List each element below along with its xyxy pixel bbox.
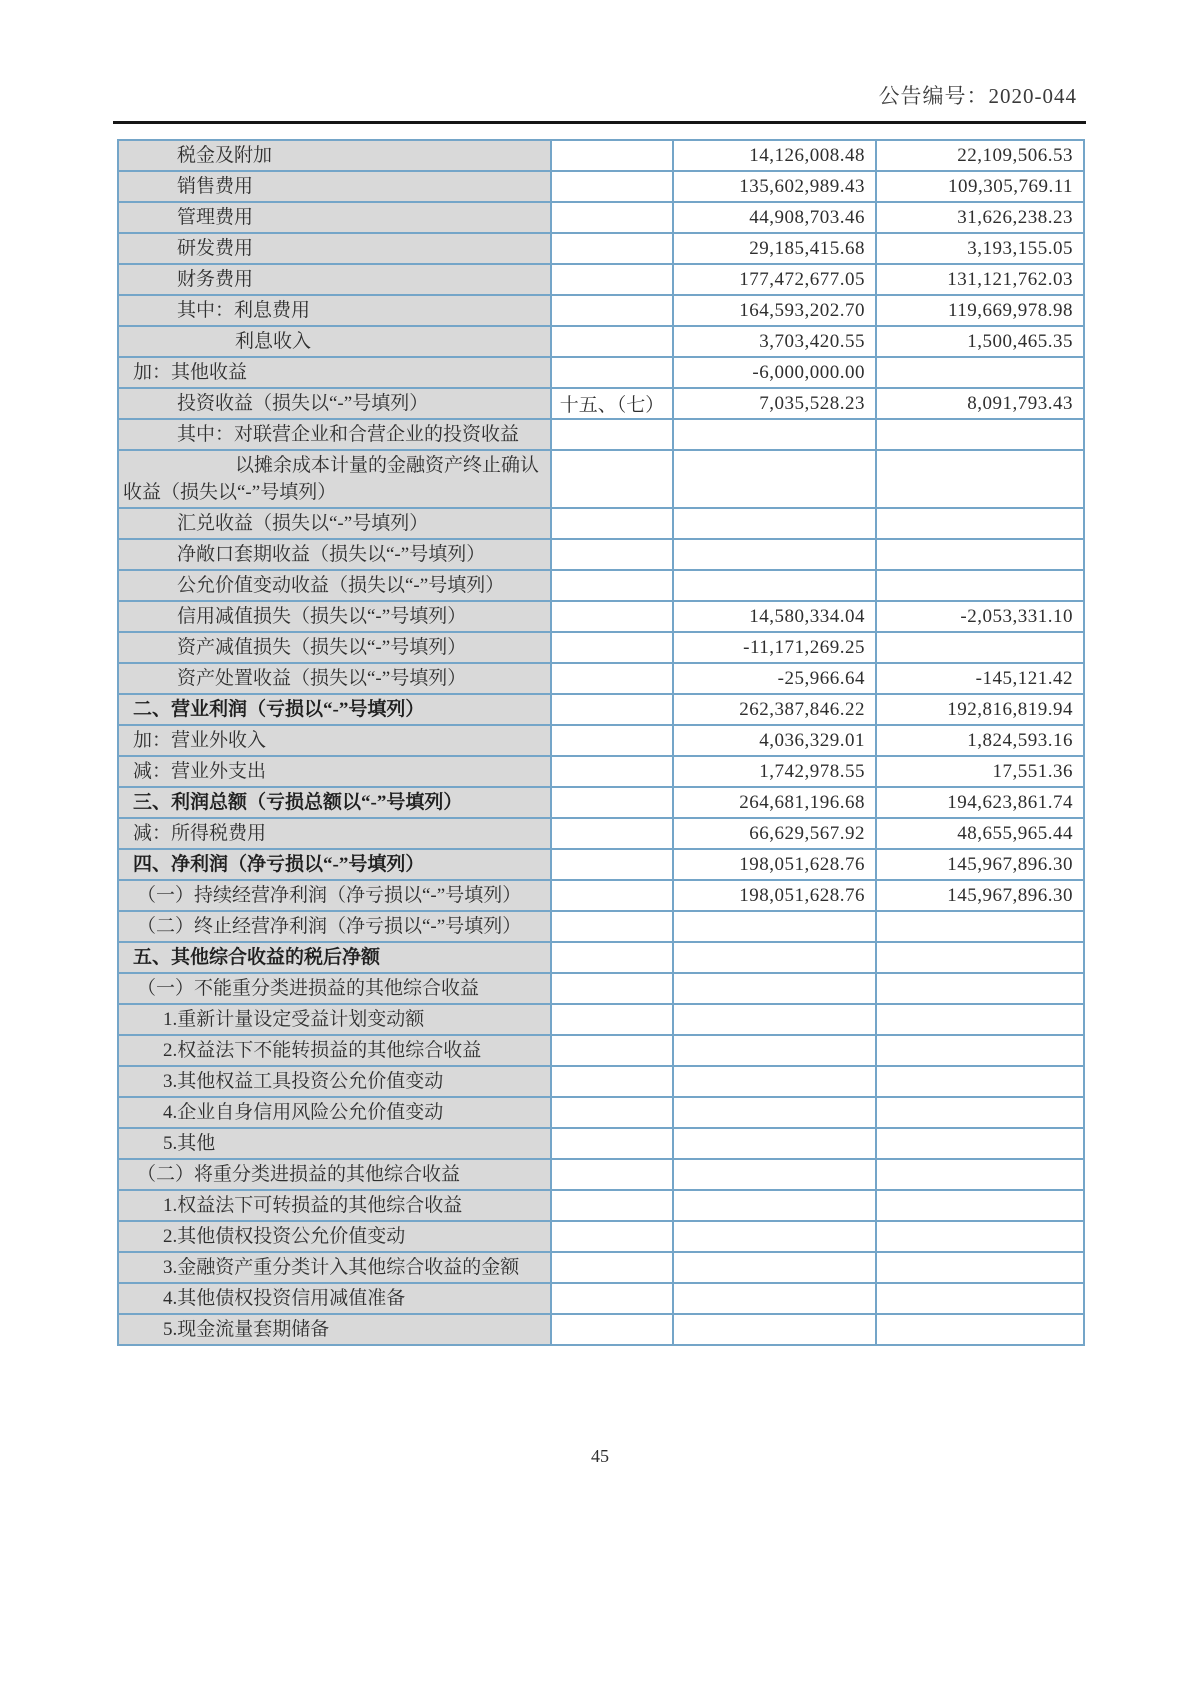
row-note-reference bbox=[551, 942, 673, 973]
row-note-reference bbox=[551, 326, 673, 357]
row-current-period-amount: 3,703,420.55 bbox=[673, 326, 876, 357]
table-row bbox=[118, 725, 1084, 756]
row-prior-period-amount: 17,551.36 bbox=[876, 756, 1084, 787]
row-current-period-amount: 177,472,677.05 bbox=[673, 264, 876, 295]
row-current-period-amount bbox=[673, 911, 876, 942]
table-row bbox=[118, 880, 1084, 911]
row-label: 税金及附加 bbox=[118, 140, 551, 171]
row-label: （一）不能重分类进损益的其他综合收益 bbox=[118, 973, 551, 1004]
row-note-reference bbox=[551, 756, 673, 787]
table-row bbox=[118, 849, 1084, 880]
table-row bbox=[118, 295, 1084, 326]
row-note-reference bbox=[551, 570, 673, 601]
row-prior-period-amount bbox=[876, 1252, 1084, 1283]
table-row bbox=[118, 1066, 1084, 1097]
row-current-period-amount: 198,051,628.76 bbox=[673, 849, 876, 880]
row-label: 信用减值损失（损失以“-”号填列） bbox=[118, 601, 551, 632]
header-divider bbox=[113, 121, 1086, 124]
row-current-period-amount bbox=[673, 1004, 876, 1035]
row-prior-period-amount: -2,053,331.10 bbox=[876, 601, 1084, 632]
table-row bbox=[118, 1035, 1084, 1066]
row-note-reference bbox=[551, 1314, 673, 1345]
row-prior-period-amount bbox=[876, 1221, 1084, 1252]
row-label: （二）终止经营净利润（净亏损以“-”号填列） bbox=[118, 911, 551, 942]
row-prior-period-amount: 109,305,769.11 bbox=[876, 171, 1084, 202]
row-label: 以摊余成本计量的金融资产终止确认收益（损失以“-”号填列） bbox=[118, 450, 551, 508]
row-label: 五、其他综合收益的税后净额 bbox=[118, 942, 551, 973]
row-prior-period-amount: 119,669,978.98 bbox=[876, 295, 1084, 326]
row-current-period-amount bbox=[673, 450, 876, 508]
row-label: 1.权益法下可转损益的其他综合收益 bbox=[118, 1190, 551, 1221]
row-label: （二）将重分类进损益的其他综合收益 bbox=[118, 1159, 551, 1190]
table-row bbox=[118, 1128, 1084, 1159]
row-prior-period-amount bbox=[876, 1066, 1084, 1097]
row-label: 其中：利息费用 bbox=[118, 295, 551, 326]
row-current-period-amount: 164,593,202.70 bbox=[673, 295, 876, 326]
row-prior-period-amount: 1,824,593.16 bbox=[876, 725, 1084, 756]
row-current-period-amount bbox=[673, 508, 876, 539]
table-row bbox=[118, 233, 1084, 264]
row-label: 4.其他债权投资信用减值准备 bbox=[118, 1283, 551, 1314]
row-prior-period-amount bbox=[876, 539, 1084, 570]
row-label: 加：营业外收入 bbox=[118, 725, 551, 756]
table-row bbox=[118, 694, 1084, 725]
row-prior-period-amount: 8,091,793.43 bbox=[876, 388, 1084, 419]
row-prior-period-amount: 145,967,896.30 bbox=[876, 880, 1084, 911]
income-statement-table bbox=[117, 139, 1085, 1346]
row-current-period-amount: 262,387,846.22 bbox=[673, 694, 876, 725]
row-note-reference bbox=[551, 1252, 673, 1283]
row-note-reference bbox=[551, 171, 673, 202]
table-row bbox=[118, 570, 1084, 601]
row-current-period-amount bbox=[673, 1035, 876, 1066]
row-label: 减：营业外支出 bbox=[118, 756, 551, 787]
table-row bbox=[118, 202, 1084, 233]
row-label: 加：其他收益 bbox=[118, 357, 551, 388]
row-prior-period-amount bbox=[876, 508, 1084, 539]
row-current-period-amount: 44,908,703.46 bbox=[673, 202, 876, 233]
row-note-reference: 十五、（七） bbox=[551, 388, 673, 419]
row-current-period-amount bbox=[673, 419, 876, 450]
row-note-reference bbox=[551, 1066, 673, 1097]
row-note-reference bbox=[551, 725, 673, 756]
row-label: 净敞口套期收益（损失以“-”号填列） bbox=[118, 539, 551, 570]
table-row bbox=[118, 632, 1084, 663]
table-row bbox=[118, 450, 1084, 508]
row-note-reference bbox=[551, 787, 673, 818]
row-label: （一）持续经营净利润（净亏损以“-”号填列） bbox=[118, 880, 551, 911]
row-current-period-amount: 14,126,008.48 bbox=[673, 140, 876, 171]
row-current-period-amount bbox=[673, 1221, 876, 1252]
table-row bbox=[118, 1314, 1084, 1345]
row-prior-period-amount: 131,121,762.03 bbox=[876, 264, 1084, 295]
row-current-period-amount: 264,681,196.68 bbox=[673, 787, 876, 818]
table-row bbox=[118, 264, 1084, 295]
row-current-period-amount bbox=[673, 1159, 876, 1190]
row-current-period-amount bbox=[673, 1066, 876, 1097]
row-prior-period-amount bbox=[876, 942, 1084, 973]
row-label: 4.企业自身信用风险公允价值变动 bbox=[118, 1097, 551, 1128]
row-prior-period-amount: 48,655,965.44 bbox=[876, 818, 1084, 849]
row-current-period-amount: 29,185,415.68 bbox=[673, 233, 876, 264]
row-prior-period-amount: -145,121.42 bbox=[876, 663, 1084, 694]
table-row bbox=[118, 1190, 1084, 1221]
row-label: 5.其他 bbox=[118, 1128, 551, 1159]
row-label: 利息收入 bbox=[118, 326, 551, 357]
row-prior-period-amount bbox=[876, 1314, 1084, 1345]
row-label: 其中：对联营企业和合营企业的投资收益 bbox=[118, 419, 551, 450]
row-note-reference bbox=[551, 140, 673, 171]
row-current-period-amount bbox=[673, 1314, 876, 1345]
row-current-period-amount: 14,580,334.04 bbox=[673, 601, 876, 632]
row-prior-period-amount bbox=[876, 973, 1084, 1004]
row-current-period-amount: 66,629,567.92 bbox=[673, 818, 876, 849]
row-note-reference bbox=[551, 295, 673, 326]
table-row bbox=[118, 818, 1084, 849]
row-prior-period-amount bbox=[876, 1097, 1084, 1128]
row-prior-period-amount bbox=[876, 1190, 1084, 1221]
table-row bbox=[118, 1221, 1084, 1252]
row-current-period-amount bbox=[673, 1283, 876, 1314]
row-note-reference bbox=[551, 694, 673, 725]
table-row bbox=[118, 787, 1084, 818]
row-note-reference bbox=[551, 663, 673, 694]
table-row bbox=[118, 419, 1084, 450]
row-current-period-amount: 135,602,989.43 bbox=[673, 171, 876, 202]
row-prior-period-amount bbox=[876, 1283, 1084, 1314]
table-row bbox=[118, 508, 1084, 539]
row-label: 二、营业利润（亏损以“-”号填列） bbox=[118, 694, 551, 725]
row-note-reference bbox=[551, 508, 673, 539]
row-prior-period-amount: 31,626,238.23 bbox=[876, 202, 1084, 233]
row-note-reference bbox=[551, 539, 673, 570]
table-row bbox=[118, 1159, 1084, 1190]
row-prior-period-amount bbox=[876, 1128, 1084, 1159]
row-label: 财务费用 bbox=[118, 264, 551, 295]
table-row bbox=[118, 1283, 1084, 1314]
row-label: 投资收益（损失以“-”号填列） bbox=[118, 388, 551, 419]
row-note-reference bbox=[551, 1035, 673, 1066]
row-current-period-amount bbox=[673, 1097, 876, 1128]
row-label: 研发费用 bbox=[118, 233, 551, 264]
row-note-reference bbox=[551, 450, 673, 508]
row-note-reference bbox=[551, 1128, 673, 1159]
row-prior-period-amount: 145,967,896.30 bbox=[876, 849, 1084, 880]
table-row bbox=[118, 357, 1084, 388]
table-row bbox=[118, 326, 1084, 357]
table-row bbox=[118, 539, 1084, 570]
row-note-reference bbox=[551, 419, 673, 450]
row-note-reference bbox=[551, 632, 673, 663]
row-note-reference bbox=[551, 1159, 673, 1190]
announcement-number: 公告编号：2020-044 bbox=[878, 84, 1077, 108]
row-prior-period-amount: 22,109,506.53 bbox=[876, 140, 1084, 171]
row-prior-period-amount bbox=[876, 419, 1084, 450]
row-label: 资产减值损失（损失以“-”号填列） bbox=[118, 632, 551, 663]
table-row bbox=[118, 171, 1084, 202]
table-row bbox=[118, 388, 1084, 419]
row-prior-period-amount bbox=[876, 911, 1084, 942]
row-current-period-amount bbox=[673, 539, 876, 570]
row-current-period-amount: -25,966.64 bbox=[673, 663, 876, 694]
row-current-period-amount: -11,171,269.25 bbox=[673, 632, 876, 663]
row-note-reference bbox=[551, 357, 673, 388]
row-label: 四、净利润（净亏损以“-”号填列） bbox=[118, 849, 551, 880]
table-row bbox=[118, 911, 1084, 942]
table-row bbox=[118, 140, 1084, 171]
row-note-reference bbox=[551, 911, 673, 942]
row-label: 3.金融资产重分类计入其他综合收益的金额 bbox=[118, 1252, 551, 1283]
row-label: 资产处置收益（损失以“-”号填列） bbox=[118, 663, 551, 694]
row-note-reference bbox=[551, 601, 673, 632]
row-label: 管理费用 bbox=[118, 202, 551, 233]
row-label: 3.其他权益工具投资公允价值变动 bbox=[118, 1066, 551, 1097]
row-label: 汇兑收益（损失以“-”号填列） bbox=[118, 508, 551, 539]
row-current-period-amount: -6,000,000.00 bbox=[673, 357, 876, 388]
table-row bbox=[118, 756, 1084, 787]
row-current-period-amount bbox=[673, 570, 876, 601]
row-note-reference bbox=[551, 202, 673, 233]
row-prior-period-amount bbox=[876, 632, 1084, 663]
row-note-reference bbox=[551, 849, 673, 880]
row-prior-period-amount bbox=[876, 1159, 1084, 1190]
row-prior-period-amount bbox=[876, 450, 1084, 508]
row-label: 5.现金流量套期储备 bbox=[118, 1314, 551, 1345]
row-current-period-amount bbox=[673, 973, 876, 1004]
row-prior-period-amount bbox=[876, 570, 1084, 601]
page-number: 45 bbox=[591, 1446, 609, 1466]
row-prior-period-amount bbox=[876, 1004, 1084, 1035]
table-row bbox=[118, 601, 1084, 632]
row-prior-period-amount: 194,623,861.74 bbox=[876, 787, 1084, 818]
table-row bbox=[118, 1097, 1084, 1128]
row-note-reference bbox=[551, 264, 673, 295]
row-note-reference bbox=[551, 1004, 673, 1035]
table-row bbox=[118, 1252, 1084, 1283]
table-row bbox=[118, 1004, 1084, 1035]
row-label: 三、利润总额（亏损总额以“-”号填列） bbox=[118, 787, 551, 818]
row-prior-period-amount bbox=[876, 357, 1084, 388]
row-current-period-amount: 198,051,628.76 bbox=[673, 880, 876, 911]
row-note-reference bbox=[551, 1190, 673, 1221]
row-prior-period-amount: 1,500,465.35 bbox=[876, 326, 1084, 357]
row-prior-period-amount bbox=[876, 1035, 1084, 1066]
row-note-reference bbox=[551, 880, 673, 911]
page-header bbox=[0, 0, 1200, 110]
page-footer bbox=[0, 1446, 1200, 1467]
row-current-period-amount bbox=[673, 1252, 876, 1283]
row-note-reference bbox=[551, 1097, 673, 1128]
row-note-reference bbox=[551, 233, 673, 264]
row-current-period-amount: 1,742,978.55 bbox=[673, 756, 876, 787]
row-note-reference bbox=[551, 973, 673, 1004]
row-label: 2.权益法下不能转损益的其他综合收益 bbox=[118, 1035, 551, 1066]
row-label: 公允价值变动收益（损失以“-”号填列） bbox=[118, 570, 551, 601]
row-note-reference bbox=[551, 818, 673, 849]
row-prior-period-amount: 3,193,155.05 bbox=[876, 233, 1084, 264]
row-current-period-amount bbox=[673, 942, 876, 973]
row-current-period-amount bbox=[673, 1190, 876, 1221]
table-row bbox=[118, 973, 1084, 1004]
row-current-period-amount bbox=[673, 1128, 876, 1159]
row-note-reference bbox=[551, 1221, 673, 1252]
row-current-period-amount: 4,036,329.01 bbox=[673, 725, 876, 756]
table-row bbox=[118, 942, 1084, 973]
row-current-period-amount: 7,035,528.23 bbox=[673, 388, 876, 419]
row-label: 1.重新计量设定受益计划变动额 bbox=[118, 1004, 551, 1035]
row-label: 减：所得税费用 bbox=[118, 818, 551, 849]
table-row bbox=[118, 663, 1084, 694]
row-prior-period-amount: 192,816,819.94 bbox=[876, 694, 1084, 725]
row-note-reference bbox=[551, 1283, 673, 1314]
row-label: 销售费用 bbox=[118, 171, 551, 202]
row-label: 2.其他债权投资公允价值变动 bbox=[118, 1221, 551, 1252]
